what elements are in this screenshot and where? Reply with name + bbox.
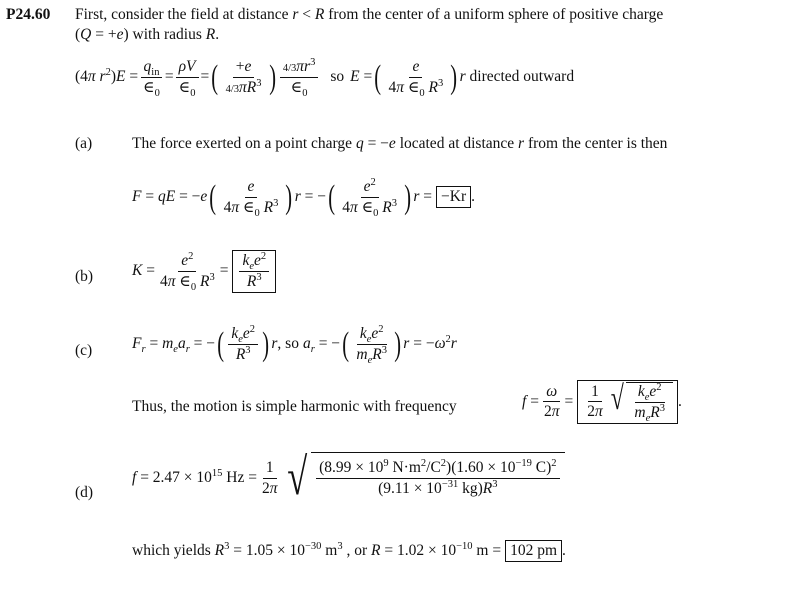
problem-number: P24.60 bbox=[6, 6, 51, 23]
intro-line-2: (Q = +e) with radius R. bbox=[75, 26, 220, 43]
part-c-label: (c) bbox=[75, 342, 93, 359]
part-d-equation: $f = 2.47 \times 10^{15}$ Hz = $\frac{1}{2\pi}$ √ $\frac{(8.99 \times 10^9 N\cdot m^2/C^2)(1.60 \times 10^{-19} C)^2}{(9.11 \times 10^{-31} kg)R^3}$ bbox=[132, 452, 565, 504]
part-d-answer: 102 pm bbox=[505, 540, 562, 562]
part-b-equation: K = $\frac{e^2}{4\pi \in_0 R^3}$ = $\frac{k_ee^2}{R^3}$ bbox=[132, 250, 276, 293]
gauss-law-equation: (4π $r^2)E$ = $\frac{q_{in}}{\in_0}$ = $\frac{\rho V}{\in_0}$ = ( $\frac{+e}{4/3\pi R^3}$ ) $\frac{4/3\pi r^3}{\in_0}$ so E = ( $\frac{e}{4\pi \in_0 R^3}$ ) r directed outward bbox=[75, 56, 575, 99]
part-c-equation: $F_r = m_ea_r$ = − ( $\frac{k_ee^2}{R^3}$ ) r , so $a_r$ = − ( $\frac{k_ee^2}{m_eR^3}$ ) $r = -\omega^2r$ bbox=[132, 323, 457, 366]
part-c-thus: Thus, the motion is simple harmonic with frequency bbox=[132, 398, 457, 415]
part-c-frequency: f = $\frac{\omega}{2\pi}$ = $\frac{1}{2\pi}$ √ $\frac{k_ee^2}{m_eR^3}$ . bbox=[522, 380, 682, 424]
part-a-answer: −Kr bbox=[436, 186, 471, 208]
part-a-equation: F = qE = −e ( $\frac{e}{4\pi \in_0 R^3}$ ) r = − ( $\frac{e^2}{4\pi \in_0 R^3}$ ) r = −Kr . bbox=[132, 176, 475, 219]
part-c-answer: $\frac{1}{2\pi}$ √ $\frac{k_ee^2}{m_eR^3}$ bbox=[577, 380, 678, 424]
part-a-text: The force exerted on a point charge q = −e located at distance r from the center is then bbox=[132, 135, 668, 152]
part-b-answer: $\frac{k_ee^2}{R^3}$ bbox=[232, 250, 276, 293]
part-d-label: (d) bbox=[75, 484, 94, 501]
intro-line-1: First, consider the field at distance r < R from the center of a uniform sphere of positive charge bbox=[75, 6, 664, 23]
part-d-yields: which yields $R^3 = 1.05 \times 10^{-30}$ $m^3$ , or $R = 1.02 \times 10^{-10}$ m = 102 pm . bbox=[132, 540, 566, 562]
part-b-label: (b) bbox=[75, 268, 94, 285]
part-a-label: (a) bbox=[75, 135, 93, 152]
